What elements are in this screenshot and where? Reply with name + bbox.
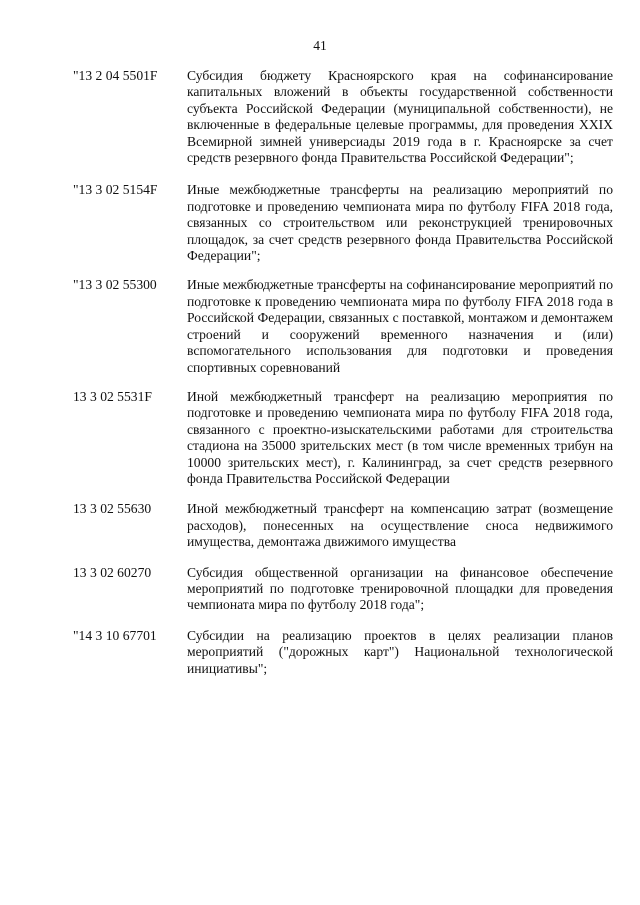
list-item bbox=[73, 182, 613, 264]
budget-code: "13 3 02 55300 bbox=[73, 277, 157, 293]
budget-code: "13 3 02 5154F bbox=[73, 182, 158, 198]
budget-description: Субсидия бюджету Красноярского края на софинансирование капитальных вложений в объекты государственной собственности субъекта Российской Федерации (муниципальной собственности), не включенные в федеральные целевые программы, для проведения XXIX Всемирной зимней универсиады 2019 года в г. Красноярске за счет средств резервного фонда Правительства Российской Федерации"; bbox=[187, 68, 613, 166]
budget-description: Иные межбюджетные трансферты на реализацию мероприятий по подготовке и проведению чемпионата мира по футболу FIFA 2018 года, связанных со строительством или реконструкцией тренировочных площадок, за счет средств резервного фонда Правительства Российской Федерации"; bbox=[187, 182, 613, 264]
list-item bbox=[73, 565, 613, 614]
list-item bbox=[73, 389, 613, 487]
budget-code: 13 3 02 5531F bbox=[73, 388, 152, 404]
list-item bbox=[73, 277, 613, 375]
list-item bbox=[73, 501, 613, 550]
budget-code: "14 3 10 67701 bbox=[73, 627, 157, 643]
budget-code: 13 3 02 55630 bbox=[73, 501, 152, 517]
budget-description: Иной межбюджетный трансферт на реализацию мероприятия по подготовке и проведению чемпионата мира по футболу FIFA 2018 года, связанного с проектно-изыскательскими работами для строительства стадиона на 35000 зрительских мест (в том числе временных трибун на 10000 зрительских мест), г. Калининград, за счет средств резервного фонда Правительства Российской Федерации bbox=[187, 388, 613, 486]
page-number: 41 bbox=[313, 38, 327, 53]
budget-code-list bbox=[73, 68, 613, 677]
budget-code: "13 2 04 5501F bbox=[73, 68, 158, 83]
budget-description: Иной межбюджетный трансферт на компенсацию затрат (возмещение расходов), понесенных на осуществление сноса недвижимого имущества, демонтажа движимого имущества bbox=[187, 501, 613, 550]
list-item bbox=[73, 628, 613, 677]
list-item bbox=[73, 68, 613, 166]
budget-description: Субсидия общественной организации на финансовое обеспечение мероприятий по подготовке тренировочной площадки для проведения чемпионата мира по футболу 2018 года"; bbox=[187, 564, 613, 613]
budget-code: 13 3 02 60270 bbox=[73, 564, 152, 580]
budget-description: Субсидии на реализацию проектов в целях реализации планов мероприятий ("дорожных карт") Национальной технологической инициативы"; bbox=[187, 627, 613, 676]
budget-description: Иные межбюджетные трансферты на софинансирование мероприятий по подготовке к проведению чемпионата мира по футболу FIFA 2018 года в Российской Федерации, связанных с поставкой, монтажом и демонтажем строений и сооружений временного назначения и (или) вспомогательного использования для подготовки и проведения спортивных соревнований bbox=[187, 277, 613, 375]
